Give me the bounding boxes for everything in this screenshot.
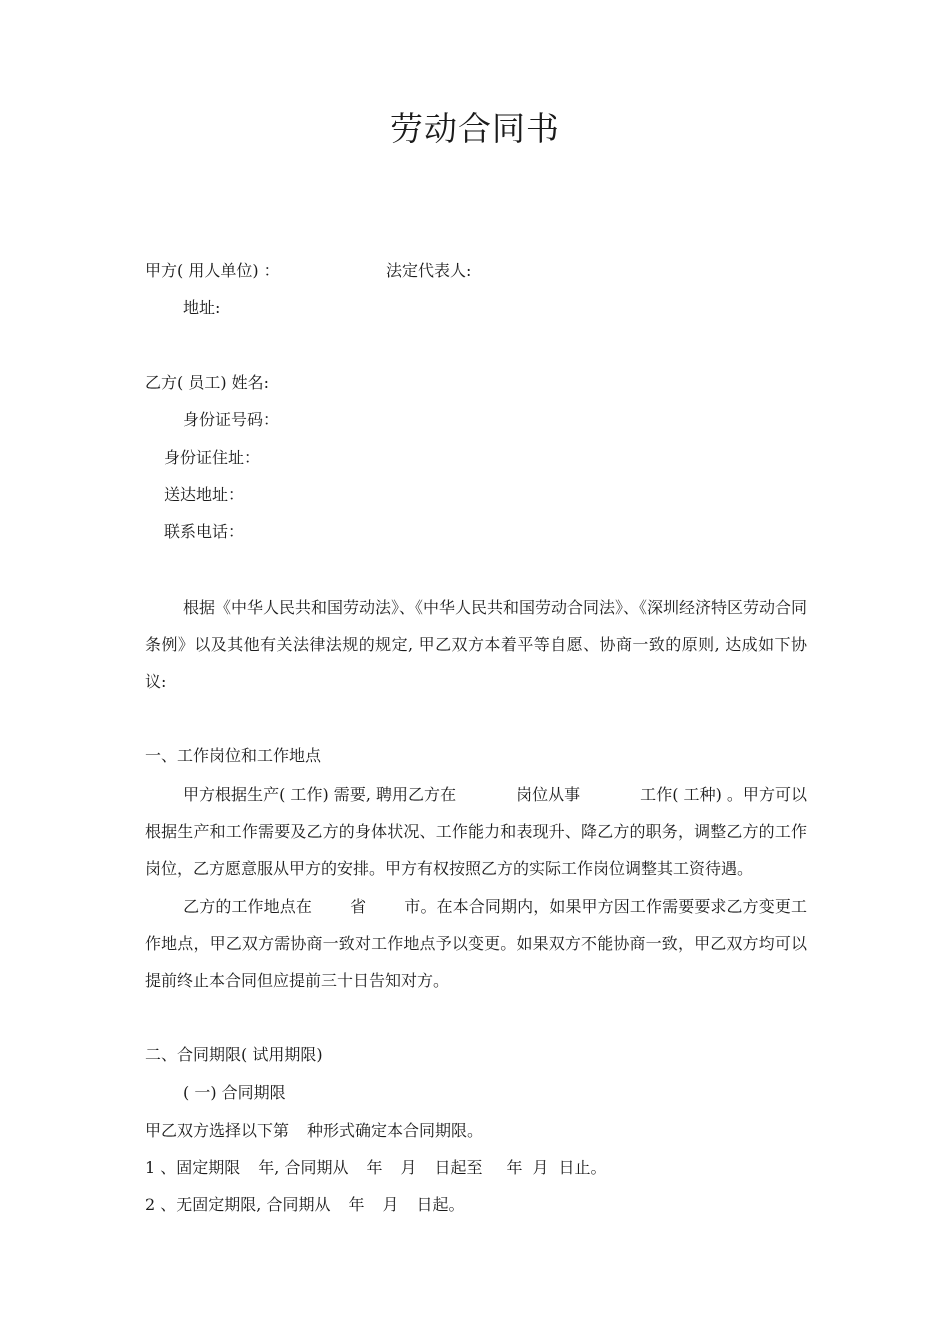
location-text-1: 乙方的工作地点在: [183, 897, 312, 916]
opt1-part-6: 月: [532, 1158, 549, 1177]
location-text-2: 省: [350, 897, 367, 916]
id-address-label: 身份证住址：: [164, 448, 261, 467]
term-option-1: [145, 1157, 607, 1179]
preamble-text: 根据《中华人民共和国劳动法》、《中华人民共和国劳动合同法》、《深圳经济特区劳动合同条例》以及其他有关法律法规的规定, 甲乙双方本着平等自愿、协商一致的原则, 达成如下协议:: [145, 598, 808, 691]
opt2-part-1: 年: [348, 1195, 365, 1214]
opt1-part-1: 年, 合同期从: [258, 1158, 349, 1177]
term-choice-text-1: 甲乙双方选择以下第: [145, 1121, 290, 1140]
opt1-part-4: 日起至: [434, 1158, 483, 1177]
term-option-2: [145, 1194, 465, 1216]
opt1-part-2: 年: [366, 1158, 383, 1177]
phone-label: 联系电话：: [164, 522, 245, 541]
opt2-part-0: 2 、无固定期限, 合同期从: [145, 1195, 331, 1214]
location-text-3: 市。在本合同期内，如果甲方因工作需要要求乙方变更工作地点，甲乙双方需协商一致对工作地点予以变更。如果双方不能协商一致，甲乙双方均可以提前终止本合同但应提前三十日告知对方。: [145, 897, 807, 990]
party-a-label: 甲方( 用人单位) ：: [145, 261, 280, 280]
party-a-address-label: 地址:: [183, 298, 221, 317]
section-2-heading: 二、合同期限( 试用期限): [145, 1045, 323, 1064]
section-2-sub-heading: ( 一) 合同期限: [183, 1083, 286, 1102]
job-text-2: 岗位从事: [516, 785, 581, 804]
opt2-part-2: 月: [382, 1195, 399, 1214]
job-text-1: 甲方根据生产( 工作) 需要, 聘用乙方在: [183, 785, 457, 804]
job-text-3: 工作( 工种) 。甲方可以根据生产和工作需要及乙方的身体状况、工作能力和表现升、降乙方的职务，调整乙方的工作岗位，乙方愿意服从甲方的安排。甲方有权按照乙方的实际工作岗位调整其工资待遇。: [145, 785, 807, 878]
opt1-part-7: 日止。: [558, 1158, 607, 1177]
section-1-paragraph-1: [145, 776, 807, 887]
delivery-address-label: 送达地址：: [164, 485, 245, 504]
opt1-part-3: 月: [400, 1158, 417, 1177]
id-number-label: 身份证号码：: [183, 410, 280, 429]
document-title: 劳动合同书: [390, 109, 560, 148]
party-b-name-label: 乙方( 员工) 姓名:: [145, 373, 270, 392]
term-choice-line: [145, 1120, 483, 1142]
legal-representative-label: 法定代表人:: [386, 261, 472, 280]
opt2-part-3: 日起。: [416, 1195, 465, 1214]
section-1-heading: 一、工作岗位和工作地点: [145, 746, 322, 765]
preamble-paragraph: [145, 589, 807, 700]
opt1-part-0: 1 、固定期限: [145, 1158, 241, 1177]
term-choice-text-2: 种形式确定本合同期限。: [307, 1121, 484, 1140]
section-1-paragraph-2: [145, 888, 807, 999]
opt1-part-5: 年: [506, 1158, 523, 1177]
